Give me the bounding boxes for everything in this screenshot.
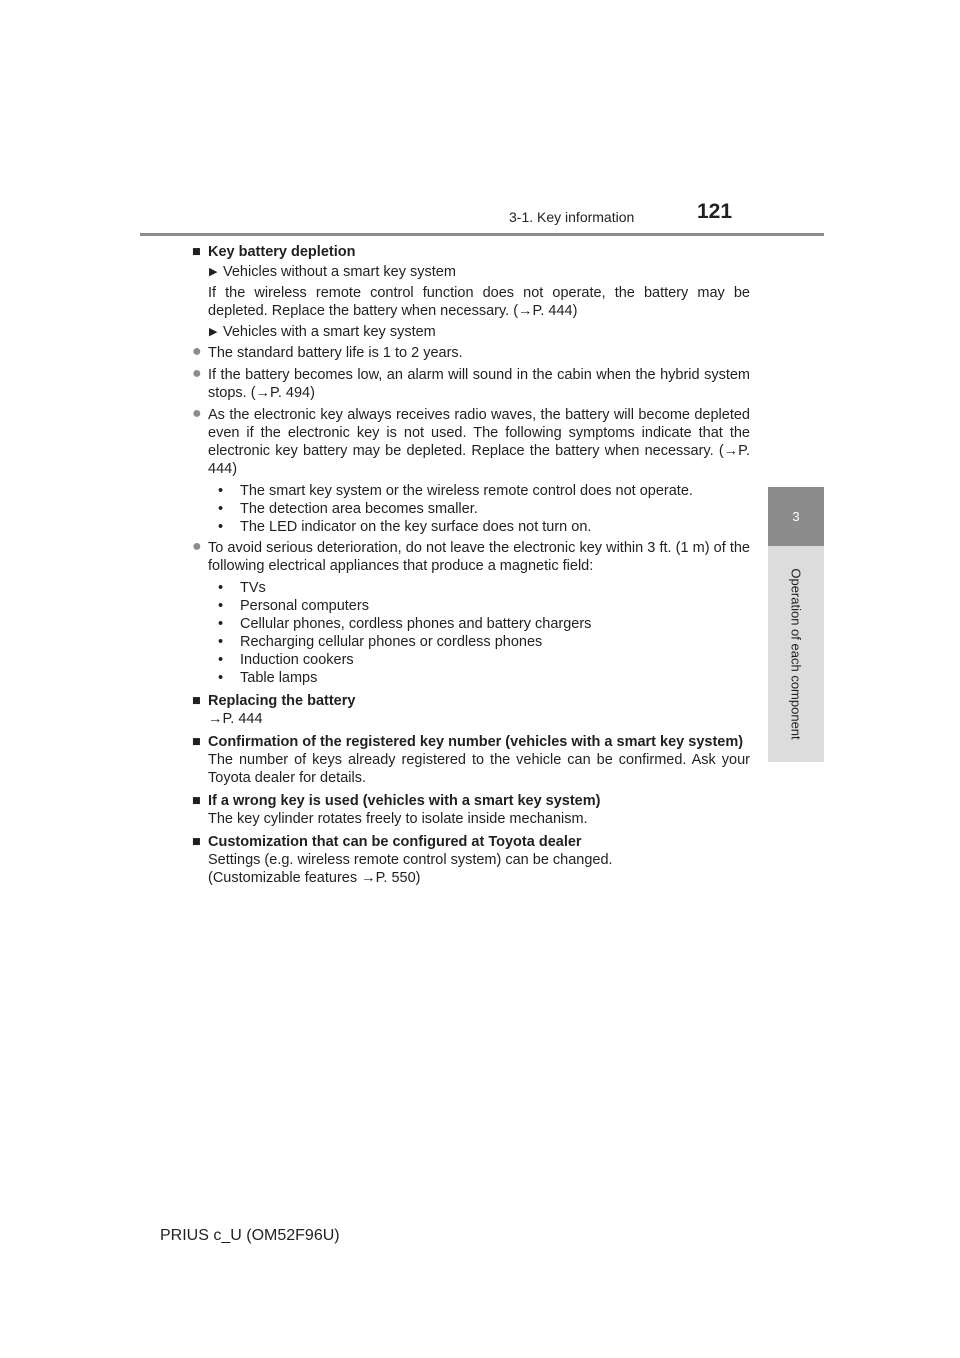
section-key-number-confirmation [192, 733, 750, 787]
heading-text: Key battery depletion [208, 244, 356, 260]
section-heading [192, 733, 750, 751]
section-heading [192, 833, 750, 851]
paragraph: Settings (e.g. wireless remote control system) can be changed. [208, 852, 613, 868]
square-bullet-icon: ■ [192, 734, 201, 750]
heading-text: Confirmation of the registered key number (vehicles with a smart key system) [208, 734, 744, 750]
triangle-arrow-icon: ▶ [209, 266, 218, 278]
list-item: • Personal computers [218, 597, 750, 615]
subheading [208, 323, 750, 341]
bullet-text: To avoid serious deterioration, do not leave the electronic key within 3 ft. (1 m) of the following electrical appliances that produce a magnetic field: [208, 540, 750, 574]
list-item: • Recharging cellular phones or cordless phones [218, 633, 750, 651]
section-key-battery-depletion [192, 243, 750, 687]
subheading [208, 263, 750, 281]
circle-bullet-icon: ● [192, 405, 202, 422]
bullet-item [192, 406, 750, 478]
chapter-tab-label: Operation of each component [788, 568, 804, 740]
section-heading [192, 243, 750, 261]
page-content [192, 243, 750, 892]
list-item: • The LED indicator on the key surface does not turn on. [218, 518, 750, 536]
heading-text: Customization that can be configured at Toyota dealer [208, 834, 582, 850]
circle-bullet-icon: ● [192, 538, 202, 555]
page-reference: (Customizable features →P. 550) [208, 870, 421, 886]
bullet-text: The standard battery life is 1 to 2 years. [208, 345, 463, 361]
page-number: 121 [697, 200, 733, 223]
section-wrong-key [192, 792, 750, 828]
header-rule [140, 233, 824, 236]
list-item: • TVs [218, 579, 750, 597]
square-bullet-icon: ■ [192, 834, 201, 850]
page-reference: →P. 444 [208, 711, 263, 727]
list-item: • Table lamps [218, 669, 750, 687]
symptom-list [208, 482, 750, 536]
paragraph: The key cylinder rotates freely to isolate inside mechanism. [208, 811, 588, 827]
square-bullet-icon: ■ [192, 693, 201, 709]
square-bullet-icon: ■ [192, 793, 201, 809]
appliance-list [208, 579, 750, 687]
triangle-arrow-icon: ▶ [209, 326, 218, 338]
bullet-text: If the battery becomes low, an alarm will sound in the cabin when the hybrid system stops. (→P. 494) [208, 367, 750, 401]
circle-bullet-icon: ● [192, 365, 202, 382]
list-item: • The smart key system or the wireless remote control does not operate. [218, 482, 750, 500]
paragraph: The number of keys already registered to the vehicle can be confirmed. Ask your Toyota dealer for details. [208, 752, 750, 786]
subheading-text: Vehicles without a smart key system [223, 264, 456, 280]
heading-text: Replacing the battery [208, 693, 356, 709]
chapter-tab-number: 3 [768, 487, 824, 546]
list-item: • Cellular phones, cordless phones and battery chargers [218, 615, 750, 633]
heading-text: If a wrong key is used (vehicles with a smart key system) [208, 793, 601, 809]
header-section-title: 3-1. Key information [509, 209, 635, 225]
section-replacing-battery [192, 692, 750, 728]
subheading-text: Vehicles with a smart key system [223, 324, 436, 340]
section-customization [192, 833, 750, 887]
square-bullet-icon: ■ [192, 244, 201, 260]
bullet-item [192, 344, 750, 362]
bullet-text: As the electronic key always receives radio waves, the battery will become depleted even if the electronic key is not used. The following symptoms indicate that the electronic key battery may be depleted. Replace the battery when necessary. (→P. 444) [208, 407, 750, 477]
list-item: • Induction cookers [218, 651, 750, 669]
section-heading [192, 692, 750, 710]
bullet-item [192, 366, 750, 402]
section-heading [192, 792, 750, 810]
list-item: • The detection area becomes smaller. [218, 500, 750, 518]
circle-bullet-icon: ● [192, 343, 202, 360]
paragraph: If the wireless remote control function does not operate, the battery may be depleted. Replace the battery when necessary. (→P. 444) [208, 285, 750, 319]
footer-model-code: PRIUS c_U (OM52F96U) [160, 1227, 340, 1244]
bullet-item [192, 539, 750, 575]
